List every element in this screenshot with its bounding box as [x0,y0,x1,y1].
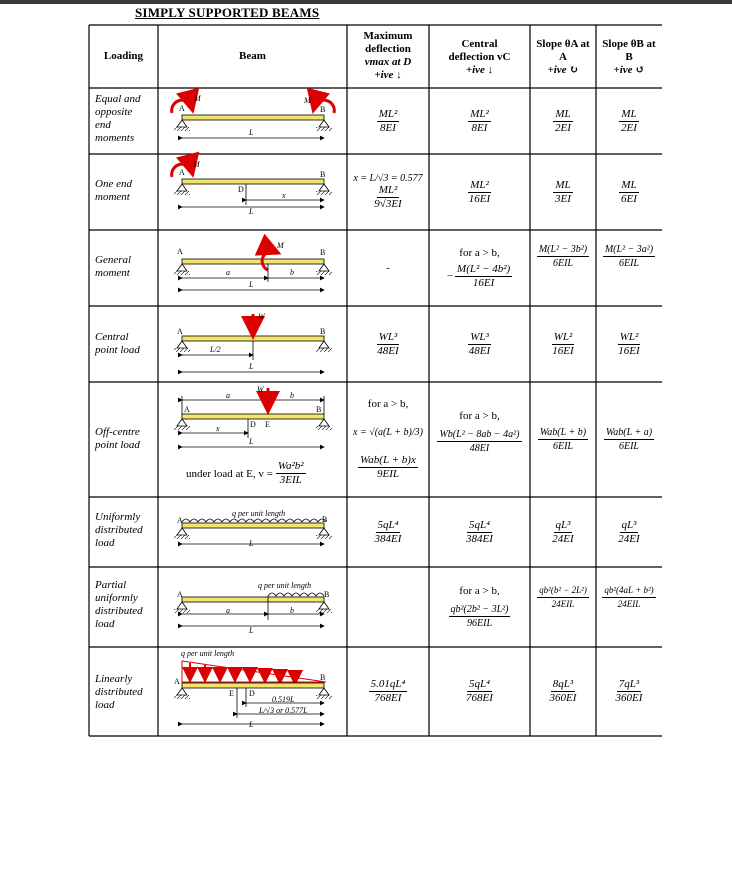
fraction-numerator: WL² [619,330,639,343]
slope-b-cell [596,88,662,154]
header-slopeA-line1: Slope θA at [536,38,590,50]
header-slope-b [596,38,662,77]
loading-text: Equal and [95,93,141,105]
under-load-text: under load at E, v = [186,467,273,480]
diagram-label: L [249,128,254,137]
loading-text: One end [95,178,132,190]
loading-text: moment [95,267,130,279]
diagram-label: W [258,312,265,321]
header-slopeA-line3: +ive ↻ [547,64,579,76]
header-central-deflection [429,38,530,77]
diagram-label: A [177,516,183,525]
max-deflection-cell [347,382,429,497]
slope-a-cell [530,88,596,154]
slope-b-cell [596,382,662,497]
fraction-denominator: 6EI [621,192,637,205]
header-slope-a [530,38,596,77]
fraction-numerator: M(L² − 3a²) [604,243,654,255]
slope-b-cell [596,230,662,282]
slope-a-cell [530,230,596,282]
central-deflection-cell [429,88,530,154]
fraction-numerator: 5qL⁴ [469,518,490,531]
diagram-label: q per unit length [232,509,286,518]
max-deflection-cell [347,88,429,154]
slope-a-cell [530,497,596,567]
header-central-line2: deflection vC [448,51,511,63]
loading-label-row1 [95,93,141,145]
header-slopeB-line1: Slope θB at [602,38,656,50]
loading-text: Central [95,331,129,343]
slope-a-cell [530,382,596,497]
fraction-denominator: 16EI [468,192,491,205]
loading-text: point load [95,344,140,356]
loading-text: distributed [95,686,143,698]
diagram-label: L [249,720,254,729]
diagram-label: A [174,677,180,686]
beam-diagram-one-end-moment [172,164,332,207]
fraction-denominator: 6EIL [552,257,573,269]
diagram-label: B [320,673,326,682]
header-max-line2: deflection [365,43,411,55]
fraction-denominator: 48EI [469,442,490,454]
slope-b-cell [596,567,662,627]
diagram-label: B [316,405,322,414]
loading-label-row8 [95,673,143,712]
fraction-denominator: 48EI [468,344,491,357]
max-x-location: x = √(a(L + b)/3) [353,426,423,438]
fraction-numerator: qb²(4aL + b²) [602,584,655,598]
fraction-numerator: ML [621,178,637,191]
fraction-denominator: 96EIL [467,617,492,629]
loading-text: load [95,537,115,549]
fraction-denominator: 6EIL [552,441,573,452]
fraction-numerator: WL² [553,330,573,343]
loading-label-row6 [95,511,143,550]
fraction-numerator: ML [621,107,637,120]
fraction-numerator: ML² [470,107,489,120]
diagram-label: L [249,437,254,446]
fraction-numerator: 8qL³ [552,678,574,690]
diagram-label: x [282,191,286,200]
central-deflection-cell [429,230,530,306]
fraction-denominator: 384EI [374,532,402,545]
fraction-numerator: 5qL⁴ [469,678,490,690]
diagram-label: a [226,391,230,400]
loading-text: load [95,618,115,630]
diagram-label: A [179,104,185,113]
fraction-numerator: qL³ [555,518,571,531]
diagram-label: E [229,689,234,698]
under-load-fraction [276,460,306,487]
loading-label-row2 [95,178,132,204]
diagram-label: 0.519L [272,695,295,704]
diagram-label: A [184,405,190,414]
header-beam: Beam [239,50,266,62]
diagram-label: B [320,327,326,336]
fraction-numerator: ML² [470,178,489,191]
loading-text: Uniformly [95,511,141,523]
header-slopeA-line2: A [559,51,567,63]
loading-label-row4 [95,331,140,357]
diagram-label: L [249,362,254,371]
fraction-denominator: 2EI [555,121,571,134]
max-deflection-cell [347,567,429,647]
loading-text: General [95,254,132,266]
diagram-label: B [320,105,326,114]
header-max-line4: +ive ↓ [374,69,402,81]
header-loading: Loading [103,50,144,62]
fraction-numerator: WL³ [470,330,489,343]
central-deflection-cell [429,154,530,230]
diagram-label: L [249,539,254,548]
loading-text: load [95,699,115,711]
diagram-label: b [290,391,294,400]
fraction-denominator: 8EI [471,121,488,134]
slope-b-cell [596,497,662,567]
diagram-label: A [177,247,183,256]
max-deflection-cell [347,497,429,567]
fraction-denominator: 48EI [377,344,399,357]
fraction-denominator: 16EI [552,344,574,357]
diagram-label: M [193,160,200,169]
fraction-numerator: WL³ [378,330,398,343]
fraction-denominator: 24EI [552,532,574,545]
fraction-numerator: ML² [378,107,398,120]
under-load-formula [186,460,306,487]
loading-text: point load [95,439,140,451]
fraction-numerator: qb²(b² − 2L²) [537,584,589,598]
loading-text: opposite [95,106,133,118]
diagram-label: B [320,248,326,257]
diagram-label: L [249,207,254,216]
fraction-denominator: 360EI [549,692,577,704]
header-max-line1: Maximum [363,30,413,42]
fraction-denominator: 2EI [621,121,637,134]
diagram-label: q per unit length [181,649,235,658]
fraction-denominator: 384EI [466,532,493,545]
central-deflection-cell [429,306,530,382]
diagram-label: B [320,170,326,179]
max-x-location: x = L/√3 = 0.577 [353,173,423,184]
diagram-label: M [194,94,201,103]
fraction-denominator: 24EIL [551,598,575,609]
loading-text: moments [95,132,135,144]
fraction-denominator: 16EI [618,344,640,357]
diagram-label: b [290,268,294,277]
slope-a-cell [530,154,596,230]
fraction-numerator: 7qL³ [618,678,640,690]
header-central-line1: Central [461,38,498,50]
diagram-label: q per unit length [258,581,312,590]
diagram-label: M [304,96,311,105]
fraction-numerator: ML² [378,184,398,196]
fraction-denominator: 16EI [472,276,495,289]
diagram-label: L [249,626,254,635]
condition-text: for a > b, [367,398,409,411]
condition-text: for a > b, [459,409,500,422]
loading-text: distributed [95,605,143,617]
loading-text: uniformly [95,592,138,604]
diagram-label: W [257,385,264,394]
diagram-label: D [249,689,255,698]
diagram-label: a [226,268,230,277]
central-deflection-cell [429,382,530,482]
slope-a-cell [530,306,596,382]
fraction-numerator: Wab(L + a) [605,427,653,438]
diagram-label: M [277,241,284,250]
max-deflection-cell: - [386,262,390,274]
max-deflection-cell [347,647,429,736]
diagram-label: A [179,168,185,177]
fraction-denominator: 24EI [618,532,640,545]
fraction-numerator: Wab(L + b)x [360,453,416,466]
diagram-label: A [177,590,183,599]
fraction-denominator: 3EIL [279,474,302,486]
diagram-label: D [250,420,256,429]
loading-text: Off-centre [95,426,140,438]
fraction-numerator: Wa²b² [277,460,304,472]
fraction-denominator: 6EIL [618,257,639,269]
fraction-numerator: ML [555,178,571,191]
central-deflection-cell [429,497,530,567]
fraction-numerator: Wb(L² − 8ab − 4a²) [439,428,520,440]
loading-text: Linearly [95,673,133,685]
fraction-denominator: 9EIL [377,467,399,480]
condition-text: for a > b, [459,246,500,259]
loading-text: moment [95,191,130,203]
slope-b-cell [596,647,662,736]
page-title: SIMPLY SUPPORTED BEAMS [135,5,320,20]
diagram-label: a [226,606,230,615]
diagram-label: A [177,327,183,336]
fraction-denominator: 360EI [615,692,643,704]
fraction-denominator: 6EIL [618,441,639,452]
diagram-label: D [238,185,244,194]
diagram-label: L [249,280,254,289]
condition-text: for a > b, [459,584,500,597]
diagram-label: x [216,424,220,433]
central-deflection-cell [429,567,530,647]
fraction-numerator: ML [555,107,571,120]
fraction-denominator: 768EI [374,692,402,704]
slope-b-cell [596,154,662,230]
central-deflection-cell [429,647,530,736]
diagram-label: b [290,606,294,615]
diagram-label: L/√3 or 0.577L [259,706,308,715]
max-deflection-cell [347,154,429,230]
slope-b-cell [596,306,662,382]
diagram-label: E [265,420,270,429]
header-max-line3: vmax at D [364,56,412,68]
fraction-denominator: 8EI [380,121,396,134]
loading-text: Partial [95,579,127,591]
slope-a-cell [530,567,596,627]
loading-label-row3 [95,254,131,280]
diagram-label: L/2 [210,345,221,354]
diagram-label: B [322,515,328,524]
fraction-numerator: qL³ [621,518,637,531]
fraction-numerator: 5qL⁴ [377,518,399,531]
fraction-numerator: 5.01qL⁴ [370,678,406,690]
fraction-denominator: 3EI [555,192,571,205]
fraction-numerator: Wab(L + b) [539,427,587,438]
sign: − [446,270,454,282]
header-slopeB-line3: +ive ↺ [613,64,645,76]
max-deflection-cell [347,306,429,382]
fraction-denominator: 24EIL [617,598,641,609]
fraction-denominator: 768EI [466,692,493,704]
fraction-numerator: M(L² − 3b²) [538,243,588,255]
loading-label-row5 [95,426,140,452]
loading-text: end [95,119,111,131]
fraction-denominator: 9√3EI [374,198,402,210]
loading-text: distributed [95,524,143,536]
beam-diagram-partial-udl [174,593,332,626]
fraction-numerator: qb²(2b² − 3L²) [450,603,509,615]
header-central-line3: +ive ↓ [465,64,494,76]
header-slopeB-line2: B [625,51,633,63]
fraction-numerator: M(L² − 4b²) [457,262,511,275]
header-max-deflection [347,30,429,82]
slope-a-cell [530,647,596,736]
diagram-label: B [324,590,330,599]
loading-label-row7 [95,579,143,631]
